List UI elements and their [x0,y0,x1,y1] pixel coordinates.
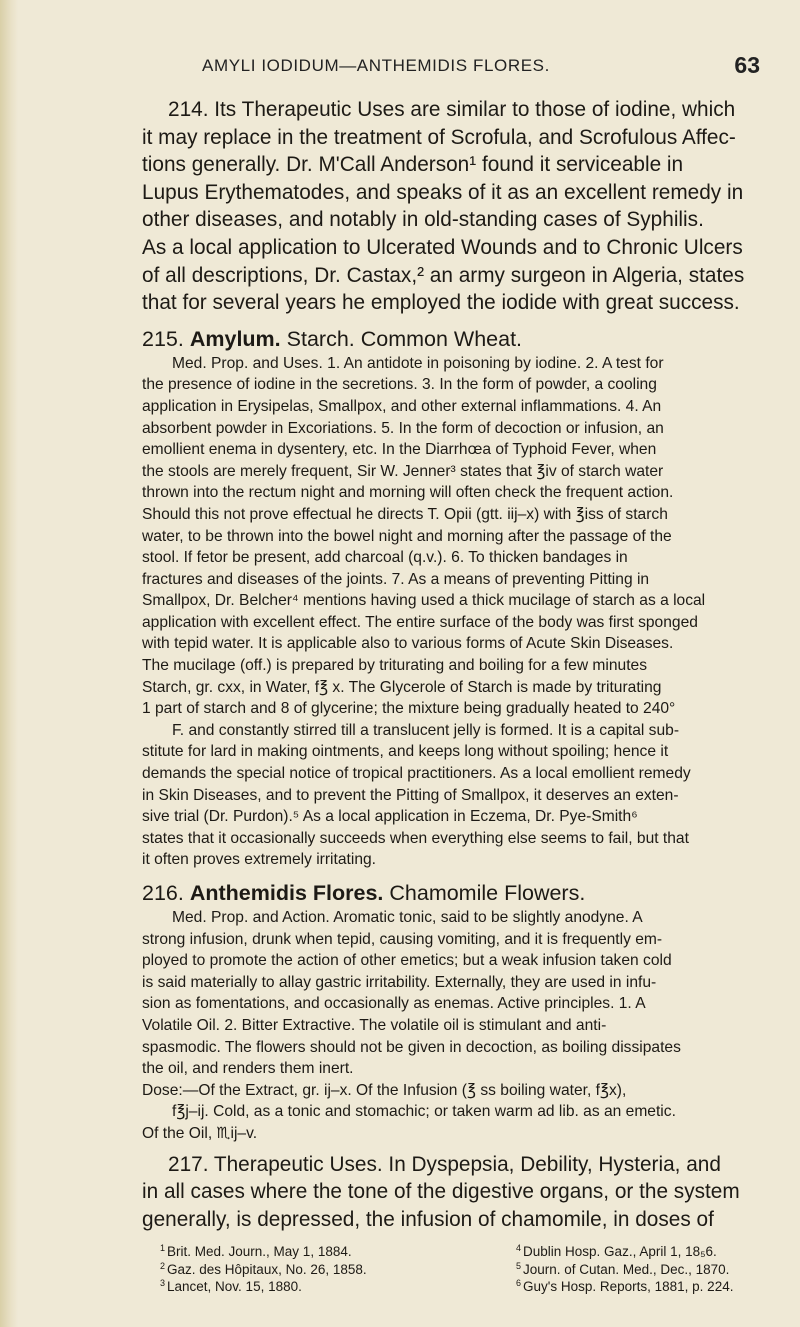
text-line: application in Erysipelas, Smallpox, and other external inflammations. 4. An [142,397,662,415]
footnote-row: $^1$ Brit. Med. Journ., May 1, 1884. $^4$ Dublin Hosp. Gaz., April 1, 18₅6. [160,1243,717,1259]
text-line: of all descriptions, Dr. Castax,² an army surgeon in Algeria, states [142,263,745,287]
footnote-row: $^3$ Lancet, Nov. 15, 1880. $^6$ Guy's Hosp. Reports, 1881, p. 224. [160,1278,734,1294]
text-line: it often proves extremely irritating. [142,851,376,869]
text-line: generally, is depressed, the infusion of chamomile, in doses of [142,1207,714,1231]
text-line: Med. Prop. and Uses. 1. An antidote in poisoning by iodine. 2. A test for [172,354,664,372]
text-line: 217. Therapeutic Uses. In Dyspepsia, Debility, Hysteria, and [168,1152,721,1176]
text-line: that for several years he employed the iodide with great success. [142,291,740,315]
section-217 [142,1151,761,1234]
text-line: the stools are merely frequent, Sir W. Jenner³ states that ℥iv of starch water [142,462,664,480]
text-line: it may replace in the treatment of Scrofula, and Scrofulous Affec- [142,125,736,149]
text-line: sion as fomentations, and occasionally as enemas. Active principles. 1. A [142,995,646,1013]
text-line: tions generally. Dr. M'Call Anderson¹ found it serviceable in [142,153,684,177]
text-line: with tepid water. It is applicable also to various forms of Acute Skin Diseases. [142,635,674,653]
text-line: the presence of iodine in the secretions. 3. In the form of powder, a cooling [142,376,657,394]
text-line: Lupus Erythematodes, and speaks of it as an excellent remedy in [142,180,744,204]
running-head: AMYLI IODIDUM—ANTHEMIDIS FLORES. [202,56,550,75]
section-216-text [142,907,761,1145]
text-line: 214. Its Therapeutic Uses are similar to those of iodine, which [168,98,736,121]
text-line: 1 part of starch and 8 of glycerine; the mixture being gradually heated to 240° [142,700,676,718]
text-line: the oil, and renders them inert. [142,1060,354,1078]
text-line: demands the special notice of tropical practitioners. As a local emollient remedy [142,765,691,783]
text-line: states that it occasionally succeeds when everything else seems to fail, but that [142,829,689,847]
page-header [140,52,760,80]
text-line: As a local application to Ulcerated Wounds and to Chronic Ulcers [142,235,743,259]
text-line: Volatile Oil. 2. Bitter Extractive. The volatile oil is stimulant and anti- [142,1016,607,1034]
text-line: Dose:—Of the Extract, gr. ij–x. Of the Infusion (℥ ss boiling water, f℥x), [142,1081,627,1099]
section-215-heading: 215. Amylum. Starch. Common Wheat. [142,326,523,351]
text-line: Should this not prove effectual he directs T. Opii (gtt. iij–x) with ℥iss of starch [142,505,668,523]
text-line: fractures and diseases of the joints. 7. As a means of preventing Pitting in [142,570,650,588]
text-line: F. and constantly stirred till a translucent jelly is formed. It is a capital sub- [172,721,680,739]
text-line: thrown into the rectum night and morning will often check the frequent action. [142,484,674,502]
text-line: other diseases, and notably in old-standing cases of Syphilis. [142,208,704,232]
text-line: is said materially to allay gastric irritability. Externally, they are used in infu- [142,973,657,991]
page-binding-edge [0,0,18,1327]
page-number: 63 [734,52,760,78]
section-214 [142,96,761,317]
text-line: Of the Oil, ♏ij–v. [142,1124,258,1142]
section-215-text [142,353,761,871]
text-line: in all cases where the tone of the digestive organs, or the system [142,1180,740,1204]
text-line: Starch, gr. cxx, in Water, f℥ x. The Glycerole of Starch is made by triturating [142,678,662,696]
text-line: Med. Prop. and Action. Aromatic tonic, said to be slightly anodyne. A [172,909,643,926]
text-line: emollient enema in dysentery, etc. In the Diarrhœa of Typhoid Fever, when [142,441,657,459]
text-line: absorbent powder in Excoriations. 5. In the form of decoction or infusion, an [142,419,664,437]
footnotes [160,1243,760,1296]
text-line: f℥j–ij. Cold, as a tonic and stomachic; or taken warm ad lib. as an emetic. [172,1103,676,1121]
text-line: Smallpox, Dr. Belcher⁴ mentions having used a thick mucilage of starch as a local [142,592,706,610]
text-line: application with excellent effect. The entire surface of the body was first sponged [142,613,698,631]
text-line: The mucilage (off.) is prepared by triturating and boiling for a few minutes [142,657,648,675]
text-line: spasmodic. The flowers should not be given in decoction, as boiling dissipates [142,1038,681,1056]
section-216-heading: 216. Anthemidis Flores. Chamomile Flowers. [142,881,586,905]
text-line: sive trial (Dr. Purdon).⁵ As a local application in Eczema, Dr. Pye-Smith⁶ [142,808,638,826]
text-line: stool. If fetor be present, add charcoal (q.v.). 6. To thicken bandages in [142,549,628,567]
page-body [142,96,761,1233]
text-line: water, to be thrown into the bowel night and morning after the passage of the [142,527,672,545]
text-line: in Skin Diseases, and to prevent the Pitting of Smallpox, it deserves an exten- [142,786,679,804]
text-line: stitute for lard in making ointments, and keeps long without spoiling; hence it [142,743,669,761]
text-line: strong infusion, drunk when tepid, causing vomiting, and it is frequently em- [142,930,663,948]
text-line: ployed to promote the action of other emetics; but a weak infusion taken cold [142,952,672,970]
footnote-row: $^2$ Gaz. des Hôpitaux, No. 26, 1858. $^5$ Journ. of Cutan. Med., Dec., 1870. [160,1260,730,1277]
